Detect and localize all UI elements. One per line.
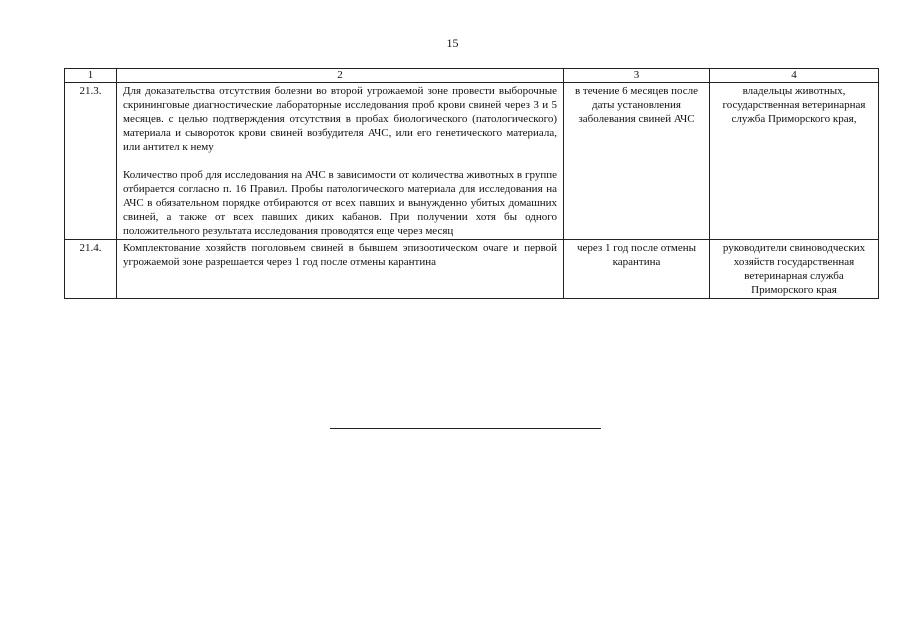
closing-rule bbox=[330, 428, 601, 429]
column-header: 1 bbox=[65, 69, 117, 83]
column-header: 4 bbox=[710, 69, 879, 83]
table-row bbox=[65, 83, 879, 240]
table-row bbox=[65, 240, 879, 299]
table-header-row bbox=[65, 69, 879, 83]
item-number: 21.3. bbox=[65, 83, 117, 240]
measure-responsible: руководители свиноводческих хозяйств государственная ветеринарная служба Приморского края bbox=[710, 240, 879, 299]
item-number: 21.4. bbox=[65, 240, 117, 299]
measures-table bbox=[64, 68, 879, 299]
measure-paragraph: Для доказательства отсутствия болезни во второй угрожаемой зоне провести выборочные скрининговые диагностические лабораторные исследования проб крови свиней через 3 и 5 месяцев. с целью подтверждения отсутствия в пробах биологического (патологического) материала и сывороток крови свиней возбудителя АЧС, или его генетического материала, или антител к нему bbox=[123, 85, 557, 153]
measure-term: через 1 год после отмены карантина bbox=[564, 240, 710, 299]
measure-description bbox=[117, 83, 564, 240]
measure-paragraph: Комплектование хозяйств поголовьем свиней в бывшем эпизоотическом очаге и первой угрожаемой зоне разрешается через 1 год после отмены карантина bbox=[123, 242, 557, 268]
measure-description bbox=[117, 240, 564, 299]
page-number: 15 bbox=[446, 36, 459, 50]
measure-responsible: владельцы животных, государственная ветеринарная служба Приморского края, bbox=[710, 83, 879, 240]
column-header: 3 bbox=[564, 69, 710, 83]
measure-term: в течение 6 месяцев после даты установления заболевания свиней АЧС bbox=[564, 83, 710, 240]
column-header: 2 bbox=[117, 69, 564, 83]
measure-paragraph: Количество проб для исследования на АЧС в зависимости от количества животных в группе отбирается согласно п. 16 Правил. Пробы патологического материала для исследования на АЧС в обязательном порядке отбираются от всех павших и вынужденно убитых домашних свиней, а также от всех павших диких кабанов. При получении хотя бы одного положительного результата исследования проводятся еще через месяц bbox=[123, 169, 557, 237]
